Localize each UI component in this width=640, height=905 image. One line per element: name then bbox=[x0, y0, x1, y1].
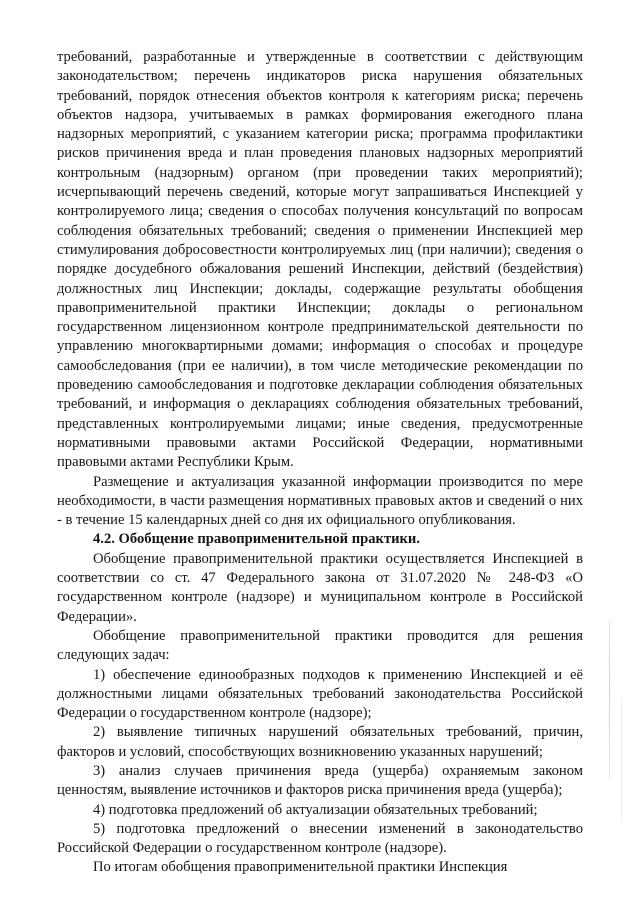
paragraph-list-of-information: требований, разработанные и утвержденные в соответствии с действующим законодательством; перечень индикаторов риска нарушения обязательных требований, порядок отнесения объектов контроля к категориям риска; перечень объектов надзора, учитываемых в рамках формирования ежегодного плана надзорных мероприятий, с указанием категории риска; программа профилактики рисков причинения вреда и план проведения плановых надзорных мероприятий контрольным (надзорным) органом (при проведении таких мероприятий); исчерпывающий перечень сведений, которые могут запрашиваться Инспекцией у контролируемого лица; сведения о способах получения консультаций по вопросам соблюдения обязательных требований; сведения о применении Инспекцией мер стимулирования добросовестности контролируемых лиц (при наличии); сведения о порядке досудебного обжалования решений Инспекции, действий (бездействия) должностных лиц Инспекции; доклады, содержащие результаты обобщения правоприменительной практики Инспекции; доклады о региональном государственном лицензионном контроле предпринимательской деятельности по управлению многоквартирными домами; информация о способах и процедуре самообследования (при ее наличии), в том числе методические рекомендации по проведению самообследования и подготовке декларации соблюдения обязательных требований, и информация о декларациях соблюдения обязательных требований, представленных контролируемыми лицами; иные сведения, предусмотренные нормативными правовыми актами Российской Федерации, нормативными правовыми актами Республики Крым. bbox=[57, 49, 583, 471]
scan-artifact-line bbox=[609, 620, 610, 780]
paragraph-tasks-intro: Обобщение правоприменительной практики проводится для решения следующих задач: bbox=[57, 627, 583, 664]
scan-artifact-line-secondary bbox=[621, 700, 622, 820]
paragraph-publication-terms: Размещение и актуализация указанной информации производится по мере необходимости, в части размещения нормативных правовых актов и сведений о них - в течение 15 календарных дней со дня их официального опубликования. bbox=[57, 473, 583, 529]
section-heading-4-2: 4.2. Обобщение правоприменительной практики. bbox=[93, 531, 420, 548]
task-item-1: 1) обеспечение единообразных подходов к применению Инспекцией и её должностными лицами обязательных требований законодательства Российской Федерации о государственном контроле (надзоре); bbox=[57, 666, 583, 722]
paragraph-results-start: По итогам обобщения правоприменительной практики Инспекция bbox=[93, 859, 508, 876]
document-body bbox=[57, 48, 583, 878]
task-item-2: 2) выявление типичных нарушений обязательных требований, причин, факторов и условий, способствующих возникновению указанных нарушений; bbox=[57, 724, 583, 760]
task-item-4: 4) подготовка предложений об актуализации обязательных требований; bbox=[93, 801, 538, 818]
paragraph-practice-basis: Обобщение правоприменительной практики осуществляется Инспекцией в соответствии со ст. 47 Федерального закона от 31.07.2020 № 248-ФЗ «О государственном контроле (надзоре) и муниципальном контроле в Российской Федерации». bbox=[57, 550, 583, 625]
task-item-3: 3) анализ случаев причинения вреда (ущерба) охраняемым законом ценностям, выявление источников и факторов риска причинения вреда (ущерба); bbox=[57, 762, 583, 799]
task-item-5: 5) подготовка предложений о внесении изменений в законодательство Российской Федерации о государственном контроле (надзоре). bbox=[57, 820, 583, 857]
